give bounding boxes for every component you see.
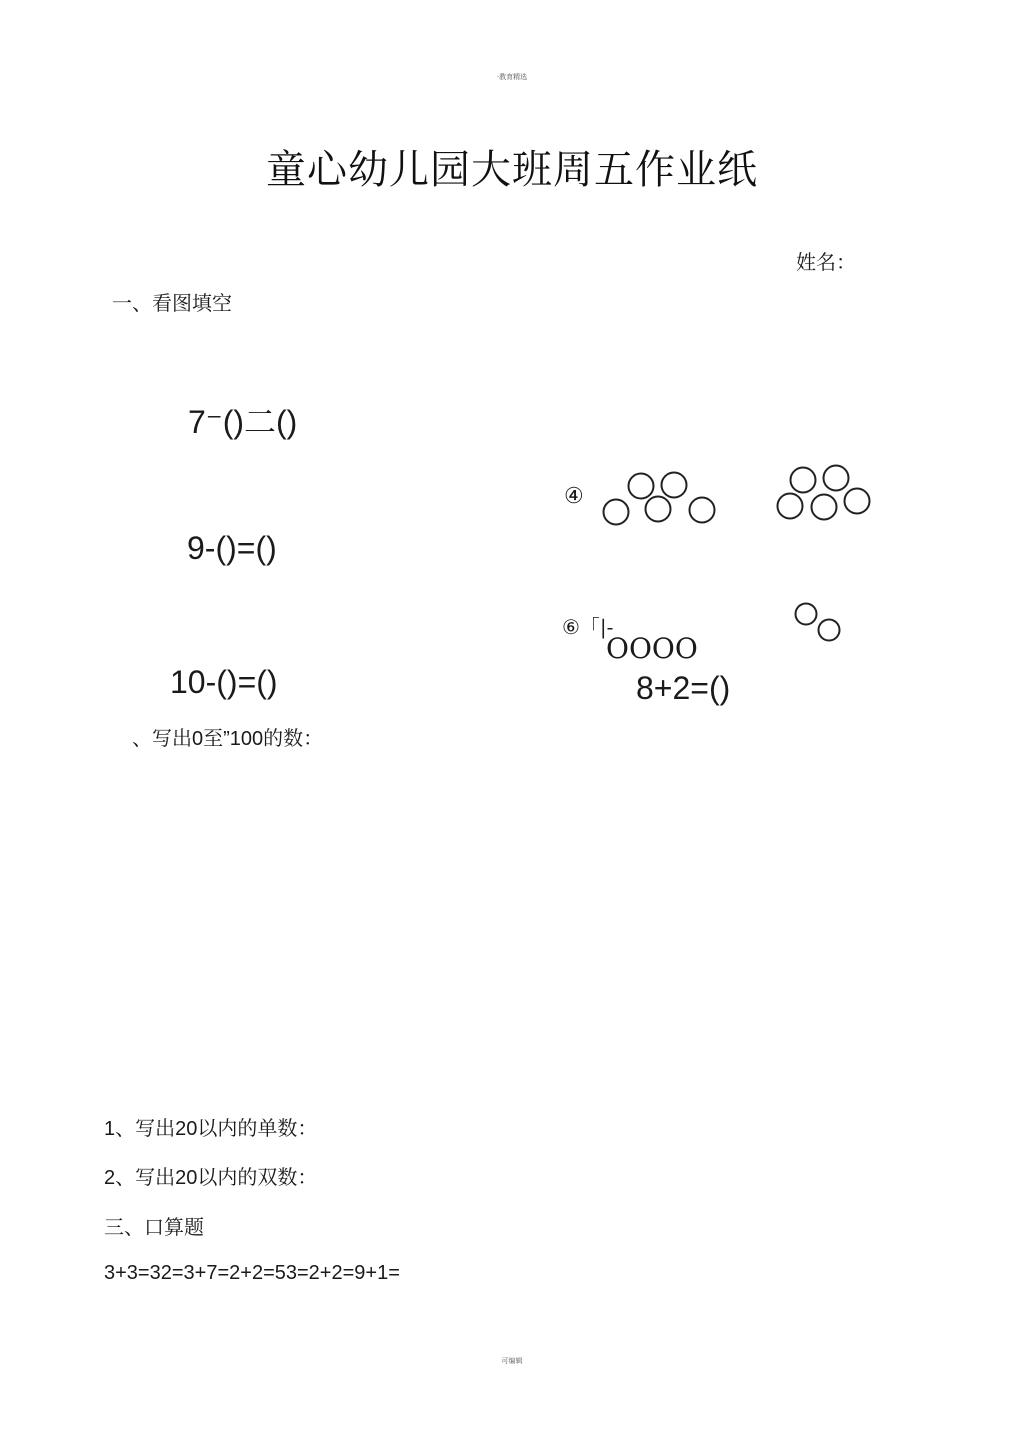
page-footer: 可编辑: [501, 1357, 523, 1365]
circle-group-left: [604, 473, 715, 525]
circle-group-small: [796, 604, 840, 641]
equation-3: 10-()=(): [170, 664, 278, 700]
item-marker-6: ⑥「|-: [562, 615, 614, 639]
page-header: ·教育精选: [496, 73, 528, 81]
ring-row: OOOO: [606, 632, 698, 665]
count-circle: [819, 620, 840, 641]
count-circle: [662, 473, 687, 498]
question-even-numbers: 2、写出20以内的双数：: [104, 1167, 318, 1189]
count-circle: [824, 466, 849, 491]
item-marker-4: ④: [564, 484, 584, 509]
count-circle: [778, 494, 803, 519]
count-circle: [629, 474, 654, 499]
equation-4: 8+2=(): [636, 670, 731, 706]
page-title: 童心幼儿园大班周五作业纸: [266, 147, 758, 193]
section-3-heading: 三、口算题: [104, 1215, 204, 1239]
circle-group-right: [778, 466, 870, 520]
count-circle: [646, 497, 671, 522]
mental-math-line: 3+3=32=3+7=2+2=53=2+2=9+1=: [104, 1262, 400, 1284]
equation-1: 7⁻()二(): [188, 404, 298, 440]
question-odd-numbers: 1、写出20以内的单数：: [104, 1118, 318, 1140]
count-circle: [604, 500, 629, 525]
section-1-heading: 一、看图填空: [112, 291, 232, 315]
count-circle: [690, 498, 715, 523]
count-circle: [791, 468, 816, 493]
count-circle: [812, 495, 837, 520]
count-circle: [796, 604, 817, 625]
equation-2: 9-()=(): [187, 530, 277, 566]
count-circle: [845, 489, 870, 514]
name-label: 姓名：: [796, 250, 856, 274]
section-2-heading: 、写出0至”100的数：: [132, 728, 324, 750]
